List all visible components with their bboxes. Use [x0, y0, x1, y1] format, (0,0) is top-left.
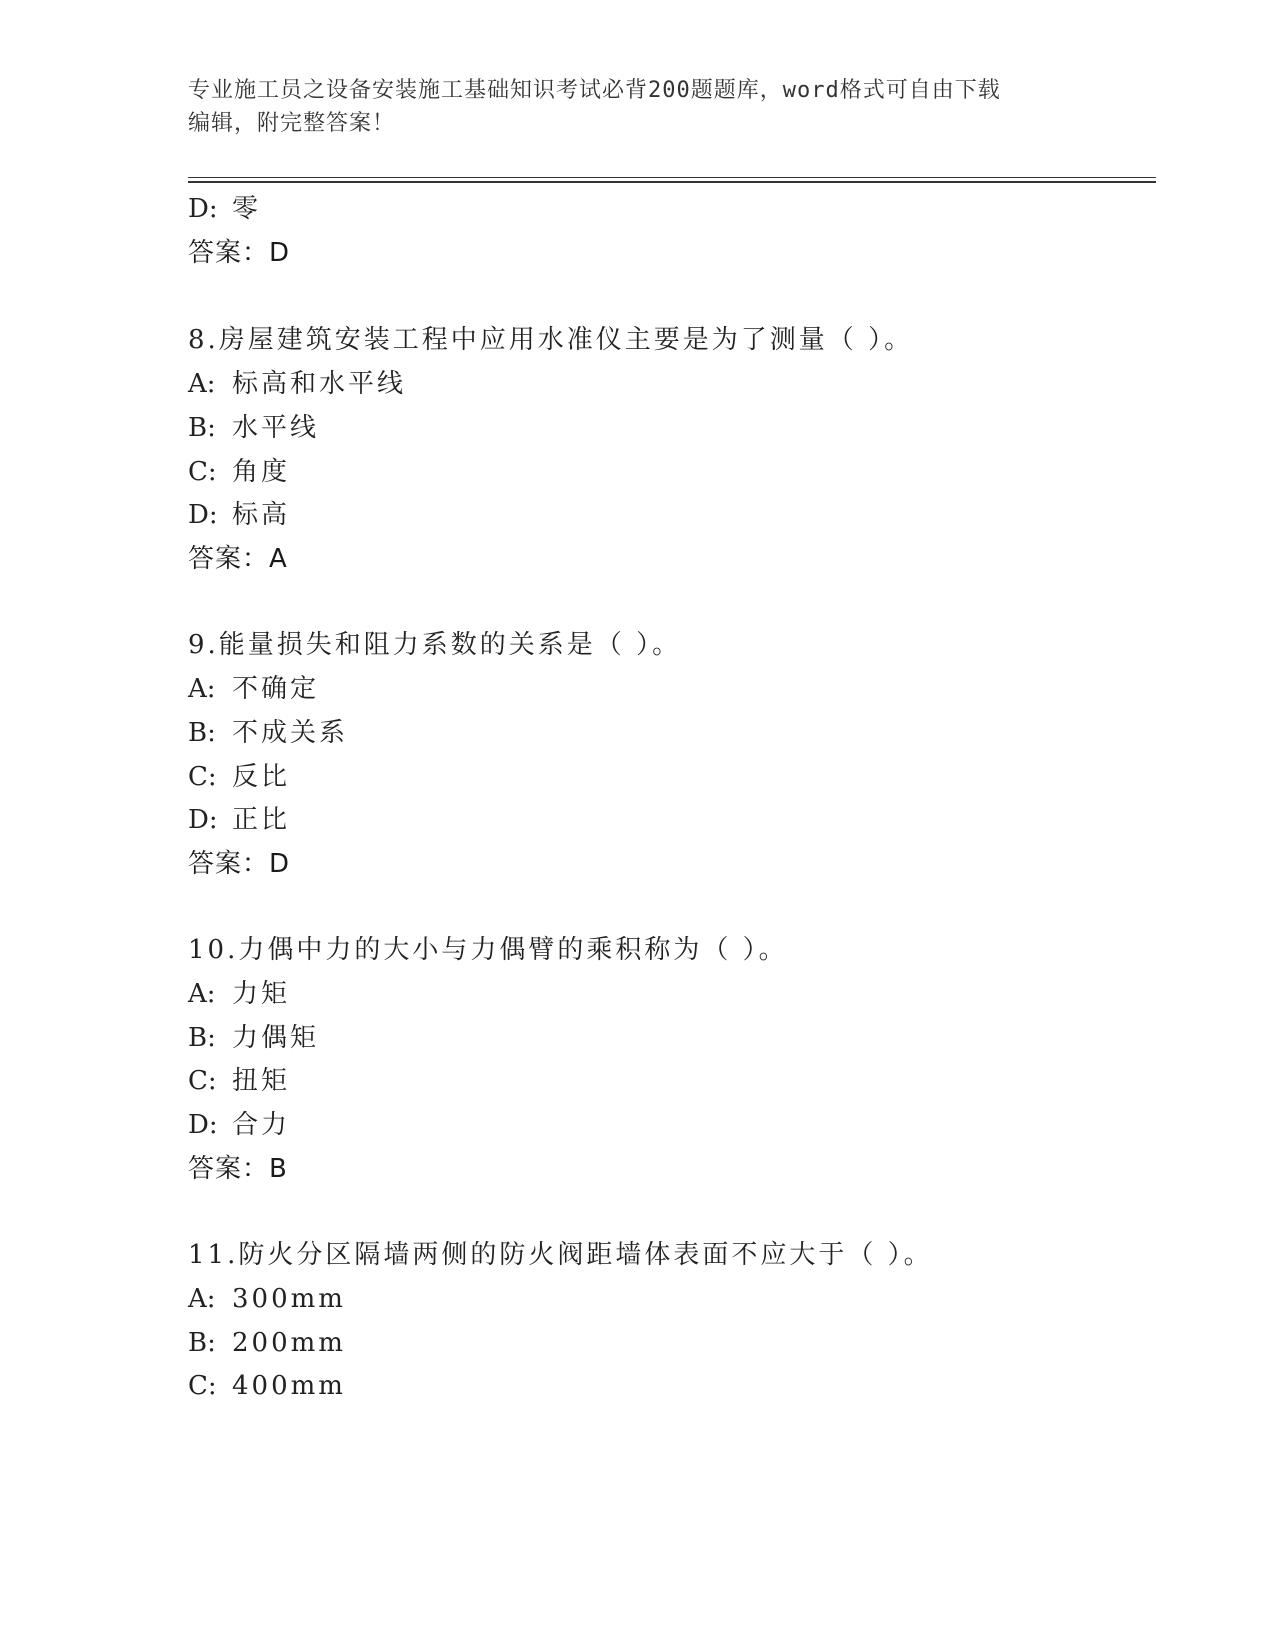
- option-text: 200mm: [232, 1328, 346, 1358]
- option-key: A:: [188, 1284, 216, 1314]
- question-8-option-d: [188, 498, 290, 532]
- question-11-option-a: [188, 1282, 346, 1316]
- option-text: 合力: [232, 1110, 291, 1140]
- header-divider-thin: [188, 177, 1156, 178]
- option-key: A:: [188, 369, 216, 399]
- document-header: [188, 74, 1088, 140]
- option-key: C:: [188, 1371, 217, 1401]
- header-title-line-1: 专业施工员之设备安装施工基础知识考试必背200题题库，word格式可自由下载: [188, 78, 1001, 103]
- option-key: B:: [188, 1023, 216, 1053]
- question-8-option-a: [188, 367, 406, 401]
- option-text: 扭矩: [232, 1066, 291, 1096]
- header-title-line-2: 编辑，附完整答案！: [188, 111, 396, 136]
- option-text: 零: [232, 194, 262, 224]
- question-8-stem: 8.房屋建筑安装工程中应用水准仪主要是为了测量（ ）。: [188, 325, 914, 355]
- option-text: 力偶矩: [232, 1023, 320, 1053]
- option-text: 力矩: [232, 979, 291, 1009]
- option-text: 不成关系: [232, 718, 349, 748]
- option-key: D:: [188, 194, 218, 224]
- option-key: C:: [188, 1066, 217, 1096]
- option-text: 不确定: [232, 674, 320, 704]
- option-key: A:: [188, 674, 216, 704]
- option-text: 正比: [232, 805, 291, 835]
- option-text: 300mm: [232, 1284, 346, 1314]
- question-10-option-b: [188, 1021, 319, 1055]
- option-text: 400mm: [232, 1371, 346, 1401]
- question-9-option-c: [188, 760, 290, 794]
- option-text: 角度: [232, 457, 291, 487]
- option-key: B:: [188, 413, 216, 443]
- question-8-answer: 答案：A: [188, 544, 288, 574]
- question-10-option-c: [188, 1064, 290, 1098]
- option-key: B:: [188, 1328, 216, 1358]
- option-key: D:: [188, 1110, 218, 1140]
- question-9-option-a: [188, 672, 319, 706]
- prev-answer: 答案：D: [188, 238, 291, 268]
- option-key: D:: [188, 805, 218, 835]
- question-9-option-d: [188, 803, 290, 837]
- prev-option-d: [188, 192, 261, 226]
- header-divider-thick: [188, 181, 1156, 183]
- option-key: C:: [188, 457, 217, 487]
- question-9-stem: 9.能量损失和阻力系数的关系是（ ）。: [188, 630, 682, 660]
- option-key: D:: [188, 500, 218, 530]
- option-text: 反比: [232, 762, 291, 792]
- question-11-option-b: [188, 1326, 346, 1360]
- option-key: A:: [188, 979, 216, 1009]
- question-8-option-c: [188, 455, 290, 489]
- question-11-stem: 11.防火分区隔墙两侧的防火阀距墙体表面不应大于（ ）。: [188, 1240, 933, 1270]
- option-text: 标高: [232, 500, 291, 530]
- question-10-stem: 10.力偶中力的大小与力偶臂的乘积称为（ ）。: [188, 935, 788, 965]
- question-9-answer: 答案：D: [188, 849, 291, 879]
- option-key: B:: [188, 718, 216, 748]
- question-11-option-c: [188, 1369, 346, 1403]
- option-text: 水平线: [232, 413, 320, 443]
- question-8-option-b: [188, 411, 319, 445]
- question-10-option-a: [188, 977, 290, 1011]
- option-text: 标高和水平线: [232, 369, 407, 399]
- question-10-answer: 答案：B: [188, 1154, 288, 1184]
- option-key: C:: [188, 762, 217, 792]
- question-9-option-b: [188, 716, 348, 750]
- question-10-option-d: [188, 1108, 290, 1142]
